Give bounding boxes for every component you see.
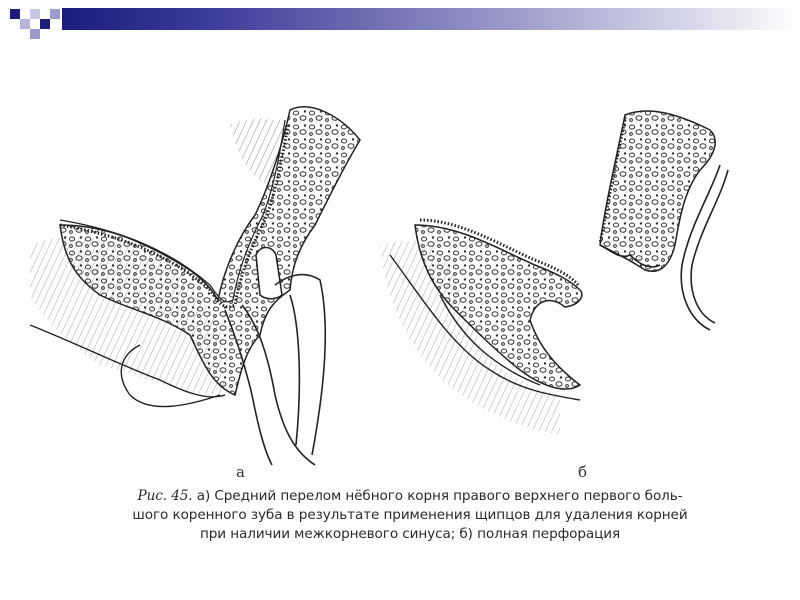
figure-label-a: а — [236, 463, 245, 481]
caption-line-2: шого коренного зуба в результате применения щипцов для удаления корней — [132, 507, 688, 523]
title-bar — [62, 8, 800, 30]
figure-label-b: б — [578, 463, 588, 481]
figure-b-right-drawing — [600, 111, 728, 330]
dental-illustration — [20, 95, 780, 475]
figure-caption — [50, 487, 770, 544]
slide-header-decoration — [0, 0, 800, 40]
square-dark-2 — [40, 19, 50, 29]
square-light-3 — [30, 29, 40, 39]
square-light-1 — [20, 19, 30, 29]
caption-line-3: при наличии межкорневого синуса; б) полная перфорация — [199, 526, 621, 542]
figure-a-drawing — [30, 107, 360, 465]
caption-line-1 — [50, 487, 770, 506]
figure-b-left-drawing — [380, 220, 582, 435]
square-light-4 — [50, 9, 60, 19]
figure-reference: Рис. 45. — [137, 488, 193, 504]
square-dark-1 — [10, 9, 20, 19]
caption-text-1: а) Средний перелом нёбного корня правого верхнего первого боль- — [192, 488, 683, 504]
square-light-2 — [30, 9, 40, 19]
